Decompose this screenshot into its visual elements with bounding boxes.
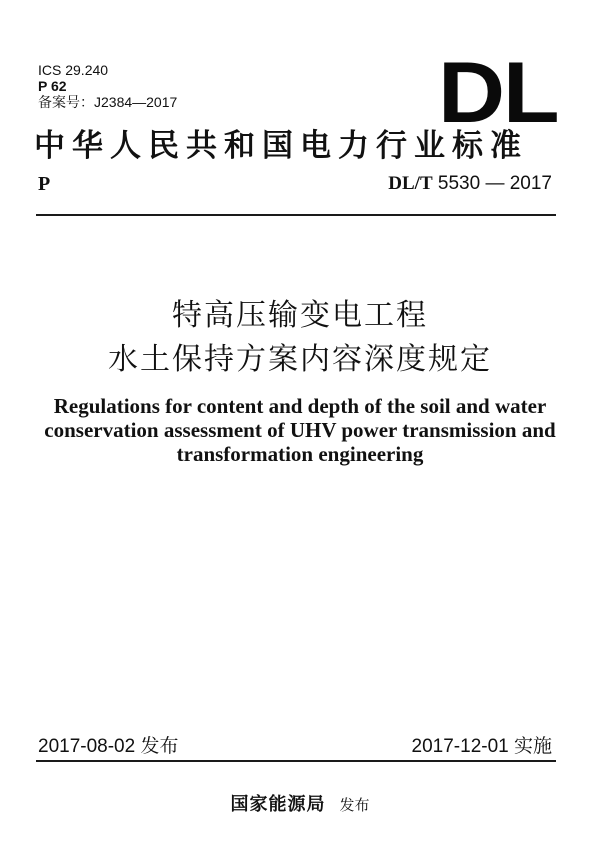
publisher-line [0,790,600,816]
ics-code: ICS 29.240 [38,62,109,78]
publisher-action: 发布 [339,796,370,814]
standard-type-heading: 中华人民共和国电力行业标准 [34,128,528,164]
dl-logo: DL [438,45,558,141]
title-en-line2: conservation assessment of UHV power transmission and [44,418,556,442]
standard-code [388,173,552,195]
title-en-line3: transformation engineering [176,442,424,466]
classification-block [38,62,177,110]
issue-date: 2017-08-02 发布 [38,736,179,757]
filing-number: 备案号：J2384—2017 [38,94,178,110]
ccs-code: P 62 [38,78,67,94]
standard-code-prefix: DL/T [388,173,433,194]
title-en [30,394,570,466]
title-cn-line2: 水土保持方案内容深度规定 [108,342,492,377]
top-divider [36,214,556,216]
title-cn-line1: 特高压输变电工程 [172,298,428,333]
standard-code-number: 5530 — 2017 [437,173,552,194]
publisher-org: 国家能源局 [230,794,326,815]
bottom-divider [36,760,556,762]
implement-date: 2017-12-01 实施 [411,736,552,757]
category-letter: P [38,173,51,195]
title-en-line1: Regulations for content and depth of the soil and water [53,394,547,418]
